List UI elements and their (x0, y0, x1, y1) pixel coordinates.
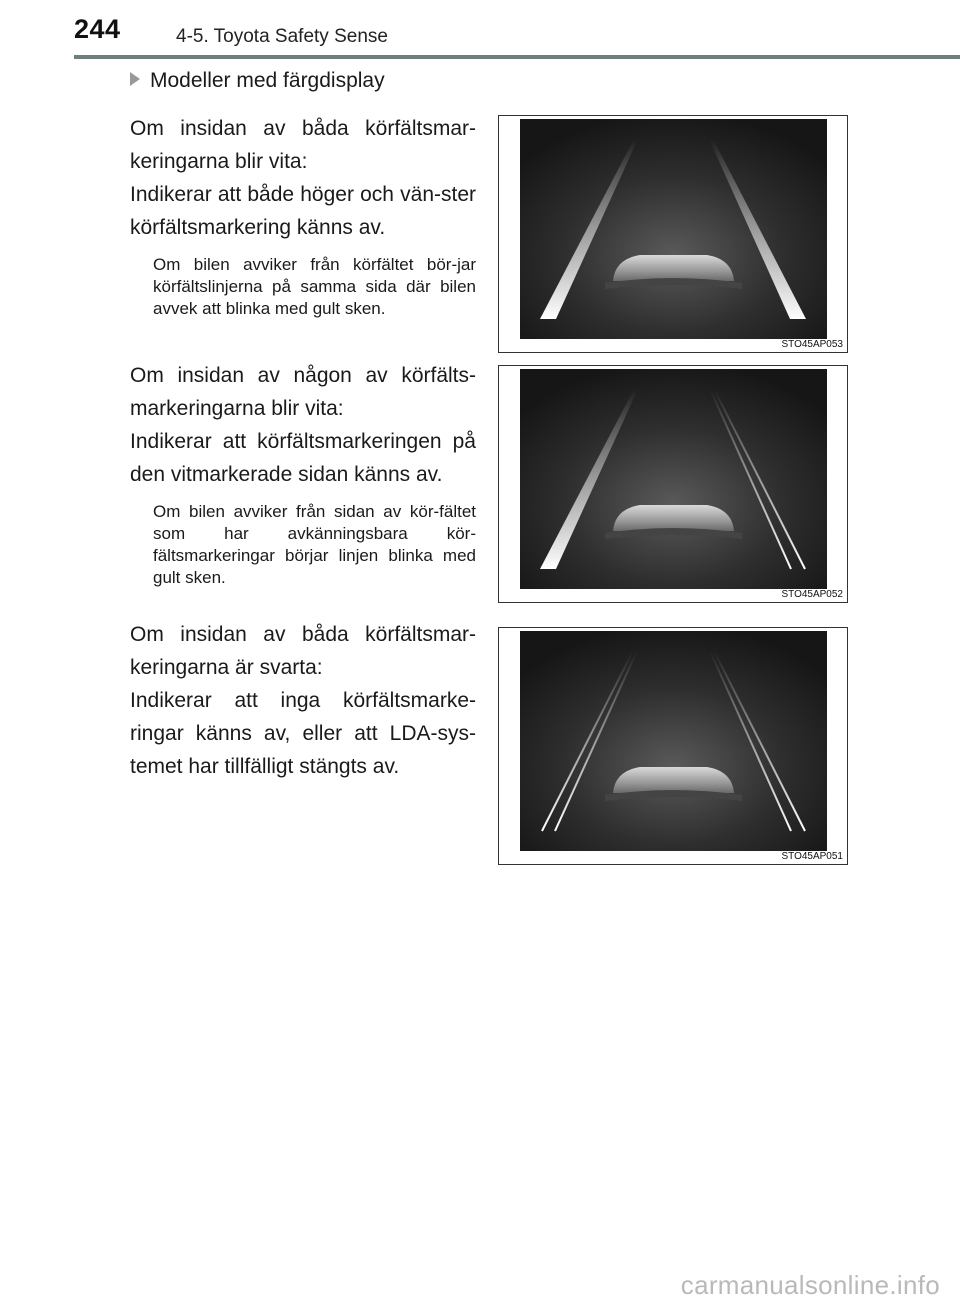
text-block-1 (130, 112, 476, 320)
lane-display-figure-1 (498, 115, 848, 353)
lane-display-illustration (520, 119, 827, 339)
meaning-text: Indikerar att inga körfältsmarke-ringar känns av, eller att LDA-sys-temet har tillfälligt stängts av. (130, 689, 476, 778)
page-number: 244 (74, 14, 121, 44)
figure-code: STO45AP052 (781, 589, 843, 600)
subheading-text: Modeller med färgdisplay (150, 69, 385, 92)
meaning-text: Indikerar att både höger och vän-ster körfältsmarkering känns av. (130, 183, 476, 239)
condition-text: Om insidan av båda körfältsmar-keringarna är svarta: (130, 623, 476, 679)
car-icon (613, 505, 734, 531)
page-header (0, 0, 960, 60)
lane-display-figure-2 (498, 365, 848, 603)
meaning-text: Indikerar att körfältsmarkeringen på den vitmarkerade sidan känns av. (130, 430, 476, 486)
lane-display-figure-3 (498, 627, 848, 865)
triangle-bullet-icon (130, 72, 140, 86)
car-icon (613, 255, 734, 281)
text-block-2 (130, 359, 476, 589)
header-divider (74, 55, 960, 59)
text-block-3 (130, 618, 476, 783)
note-text: Om bilen avviker från körfältet bör-jar körfältslinjerna på samma sida där bilen avvek att blinka med gult sken. (153, 255, 476, 318)
figure-code: STO45AP051 (781, 851, 843, 862)
car-icon (613, 767, 734, 793)
section-title: 4-5. Toyota Safety Sense (176, 26, 388, 47)
figure-code: STO45AP053 (781, 339, 843, 350)
lane-display-illustration (520, 369, 827, 589)
condition-text: Om insidan av båda körfältsmar-keringarna blir vita: (130, 117, 476, 173)
lane-display-illustration (520, 631, 827, 851)
subheading (130, 69, 385, 93)
watermark: carmanualsonline.info (680, 1270, 940, 1300)
condition-text: Om insidan av någon av körfälts-markeringarna blir vita: (130, 364, 476, 420)
note-text: Om bilen avviker från sidan av kör-fältet som har avkänningsbara kör-fältsmarkeringar börjar linjen blinka med gult sken. (153, 502, 476, 587)
